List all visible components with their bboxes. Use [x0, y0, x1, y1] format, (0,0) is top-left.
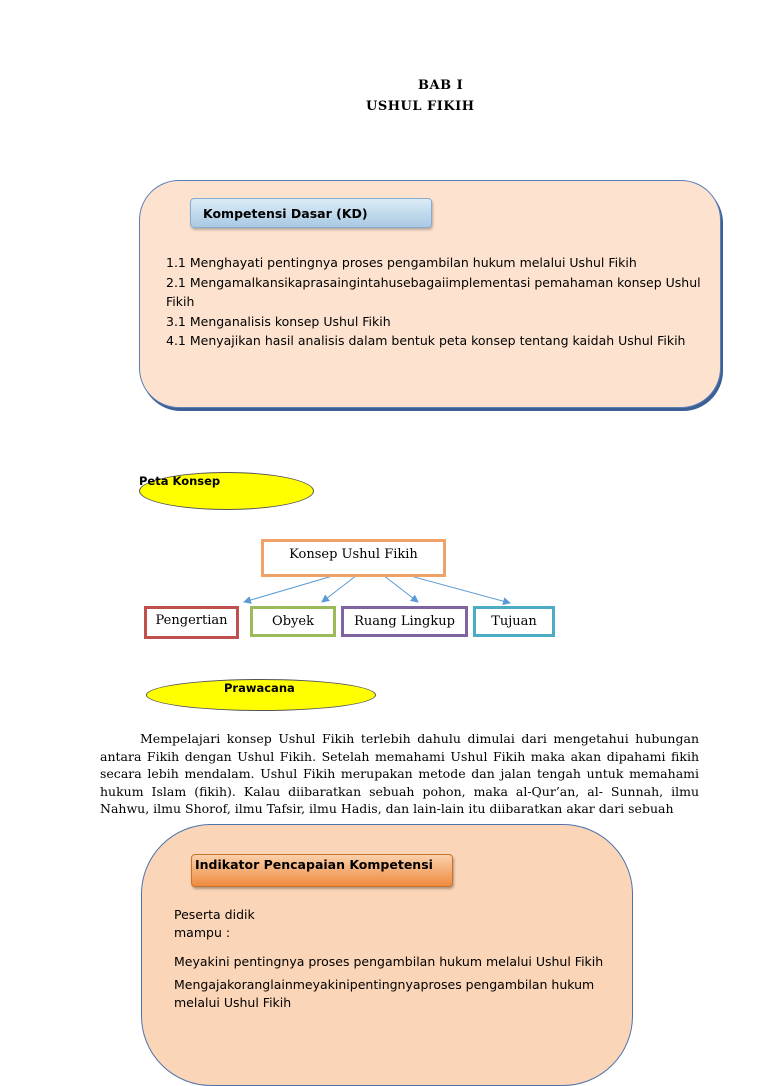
indikator-item: Meyakini pentingnya proses pengambilan hukum melalui Ushul Fikih: [174, 954, 604, 969]
kd-item: 4.1 Menyajikan hasil analisis dalam bentuk peta konsep tentang kaidah Ushul Fikih: [166, 333, 686, 348]
kd-item: 1.1 Menghayati pentingnya proses pengambilan hukum melalui Ushul Fikih: [166, 255, 637, 270]
indikator-list: [174, 953, 614, 1017]
indikator-heading: Indikator Pencapaian Kompetensi: [191, 854, 453, 887]
kompetensi-dasar-heading: Kompetensi Dasar (KD): [190, 198, 432, 228]
concept-root-box: Konsep Ushul Fikih: [261, 539, 446, 577]
concept-pengertian-box: Pengertian: [144, 606, 239, 639]
peta-konsep-label: Peta Konsep: [139, 474, 221, 488]
chapter-title: USHUL FIKIH: [366, 99, 475, 114]
kd-item: 2.1 Mengamalkansikaprasaingintahusebagaiimplementasi pemahaman konsep Ushul Fikih: [166, 274, 701, 309]
prawacana-paragraph: Mempelajari konsep Ushul Fikih terlebih dahulu dimulai dari mengetahui hubungan antara Fikih dengan Ushul Fikih. Setelah memahami Ushul Fikih maka akan dipahami fikih secara lebih mendalam. Ushul Fikih merupakan metode dan jalan tengah untuk memahami hukum Islam (fikih). Kalau diibaratkan sebuah pohon, maka al-Qur’an, al- Sunnah, ilmu Nahwu, ilmu Shorof, ilmu Tafsir, ilmu Hadis, dan lain-lain itu diibaratkan akar dari sebuah: [100, 731, 699, 816]
concept-obyek-box: Obyek: [250, 606, 336, 637]
indikator-item: Mengajakoranglainmeyakinipentingnyaproses pengambilan hukum melalui Ushul Fikih: [174, 977, 595, 1010]
concept-ruang-lingkup-box: Ruang Lingkup: [341, 606, 468, 637]
indikator-intro: Peserta didik mampu :: [174, 907, 255, 940]
chapter-number: BAB I: [418, 78, 464, 93]
kd-item: 3.1 Menganalisis konsep Ushul Fikih: [166, 313, 391, 329]
prawacana-label: Prawacana: [224, 681, 295, 695]
concept-tujuan-box: Tujuan: [473, 606, 555, 637]
